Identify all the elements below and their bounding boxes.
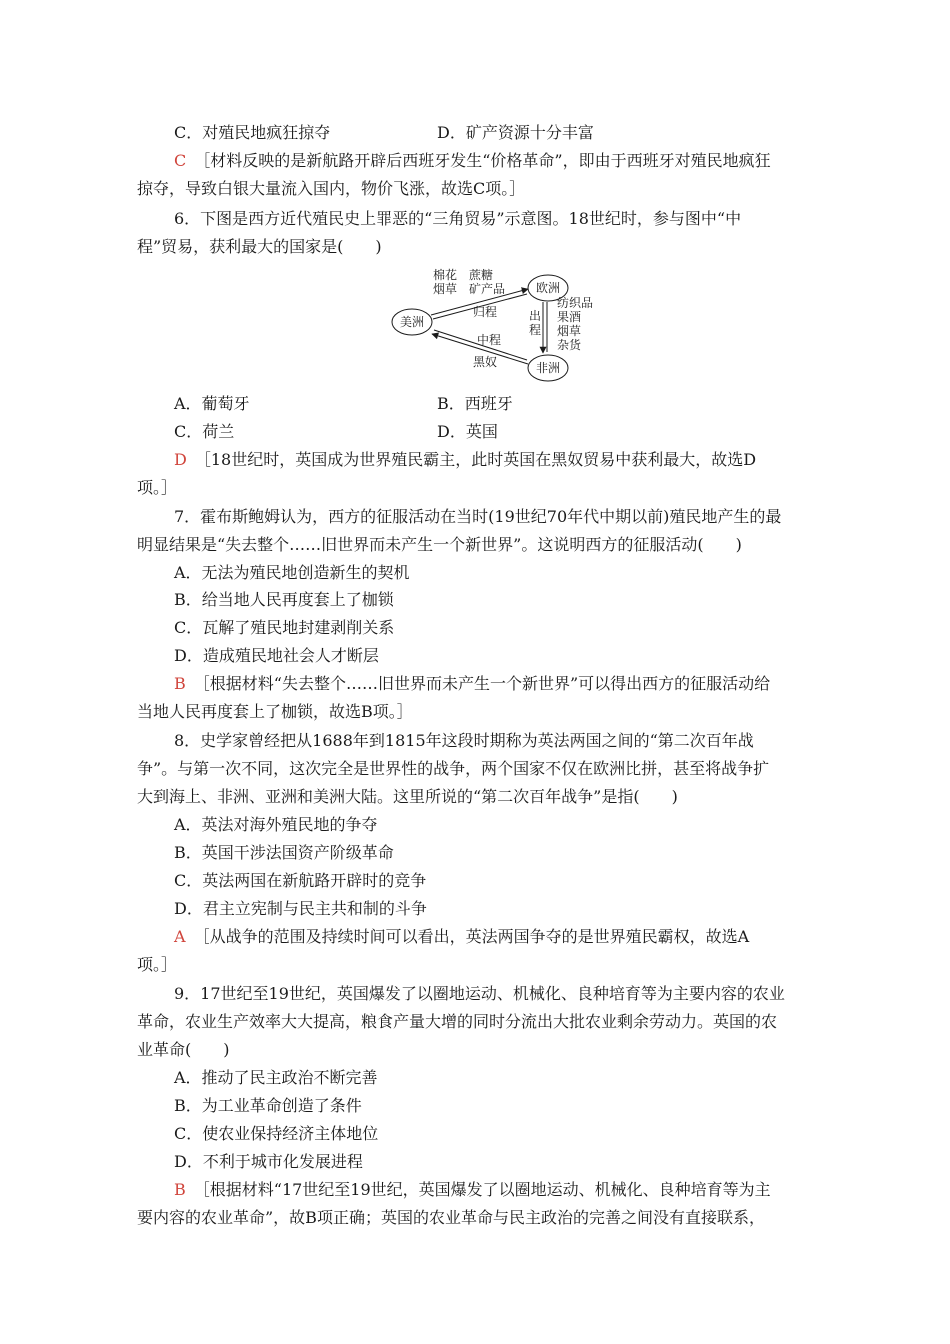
q5-explanation-line2: 掠夺，导致白银大量流入国内，物价飞涨，故选C项。］ [137,179,526,198]
q6-stem-line1: 6．下图是西方近代殖民史上罪恶的“三角贸易”示意图。18世纪时，参与图中“中 [174,209,742,228]
q6-stem-line2: 程”贸易，获利最大的国家是( ) [137,237,382,256]
return-route-label: 归程 [473,305,498,319]
q6-answer-letter: D [174,450,187,469]
node-africa-label: 非洲 [535,361,561,375]
q7-explanation-line2: 当地人民再度套上了枷锁，故选B项。］ [137,702,413,721]
q9-explanation-line1 [174,1180,771,1200]
q9-explanation-text: ［根据材料“17世纪至19世纪，英国爆发了以圈地运动、机械化、良种培育等为主 [193,1180,771,1199]
q9-answer-letter: B [174,1180,186,1199]
q8-option-b: B．英国干涉法国资产阶级革命 [174,843,394,862]
q7-option-c: C．瓦解了殖民地封建剥削关系 [174,618,395,637]
triangle-trade-diagram [385,262,605,387]
q5-explanation-text: ［材料反映的是新航路开辟后西班牙发生“价格革命”，即由于西班牙对殖民地疯狂 [194,151,771,170]
middle-goods-label: 黑奴 [473,355,498,369]
q6-option-b: B．西班牙 [437,394,513,413]
outbound-goods-4: 杂货 [557,338,582,352]
q6-option-d: D．英国 [437,422,498,441]
q5-option-c: C．对殖民地疯狂掠夺 [174,123,331,142]
q8-stem-line1: 8．史学家曾经把从1688年到1815年这段时期称为英法两国之间的“第二次百年战 [174,731,754,750]
q8-answer-letter: A [174,927,186,946]
q8-explanation-line2: 项。］ [137,955,178,974]
q8-stem-line2: 争”。与第一次不同，这次完全是世界性的战争，两个国家不仅在欧洲比拼，甚至将战争扩 [137,759,770,778]
q7-explanation-text: ［根据材料“失去整个……旧世界而未产生一个新世界”可以得出西方的征服活动给 [193,674,771,693]
node-america-label: 美洲 [399,315,425,329]
q8-option-c: C．英法两国在新航路开辟时的竞争 [174,871,427,890]
q7-option-b: B．给当地人民再度套上了枷锁 [174,590,394,609]
q5-answer-letter: C [174,151,187,170]
q7-answer-letter: B [174,674,186,693]
q9-stem-line3: 业革命( ) [137,1040,230,1059]
outbound-goods-1: 纺织品 [557,296,594,310]
q9-option-c: C．使农业保持经济主体地位 [174,1124,379,1143]
return-goods-line1: 棉花 蔗糖 [433,268,494,282]
q7-stem-line1: 7．霍布斯鲍姆认为，西方的征服活动在当时(19世纪70年代中期以前)殖民地产生的最 [174,507,782,526]
q7-option-a: A．无法为殖民地创造新生的契机 [174,563,410,582]
node-europe-label: 欧洲 [535,281,561,295]
outbound-route-char2: 程 [529,323,542,337]
q7-option-d: D．造成殖民地社会人才断层 [174,646,379,665]
q9-option-d: D．不利于城市化发展进程 [174,1152,363,1171]
q6-explanation-line1 [174,450,756,470]
outbound-goods-2: 果酒 [557,310,582,324]
middle-route-label: 中程 [477,333,502,347]
outbound-route-char1: 出 [529,309,542,323]
q9-explanation-line2: 要内容的农业革命”，故B项正确；英国的农业革命与民主政治的完善之间没有直接联系， [137,1208,765,1227]
q9-option-a: A．推动了民主政治不断完善 [174,1068,378,1087]
q7-stem-line2: 明显结果是“失去整个……旧世界而未产生一个新世界”。这说明西方的征服活动( ) [137,535,742,554]
q9-option-b: B．为工业革命创造了条件 [174,1096,362,1115]
return-goods-line2: 烟草 矿产品 [433,282,506,296]
q5-explanation-line1 [174,151,771,171]
q6-option-a: A．葡萄牙 [174,394,250,413]
q8-option-a: A．英法对海外殖民地的争夺 [174,815,378,834]
q9-stem-line1: 9．17世纪至19世纪，英国爆发了以圈地运动、机械化、良种培育等为主要内容的农业 [174,984,785,1003]
outbound-goods-3: 烟草 [557,324,582,338]
q6-explanation-line2: 项。］ [137,478,178,497]
q9-stem-line2: 革命，农业生产效率大大提高，粮食产量大增的同时分流出大批农业剩余劳动力。英国的农 [137,1012,778,1031]
q7-explanation-line1 [174,674,770,694]
q6-option-c: C．荷兰 [174,422,235,441]
q6-explanation-text: ［18世纪时，英国成为世界殖民霸主，此时英国在黑奴贸易中获利最大，故选D [194,450,757,469]
q5-option-d: D．矿产资源十分丰富 [437,123,594,142]
q8-option-d: D．君主立宪制与民主共和制的斗争 [174,899,427,918]
q8-stem-line3: 大到海上、非洲、亚洲和美洲大陆。这里所说的“第二次百年战争”是指( ) [137,787,678,806]
q8-explanation-line1 [174,927,749,947]
q8-explanation-text: ［从战争的范围及持续时间可以看出，英法两国争夺的是世界殖民霸权，故选A [193,927,750,946]
